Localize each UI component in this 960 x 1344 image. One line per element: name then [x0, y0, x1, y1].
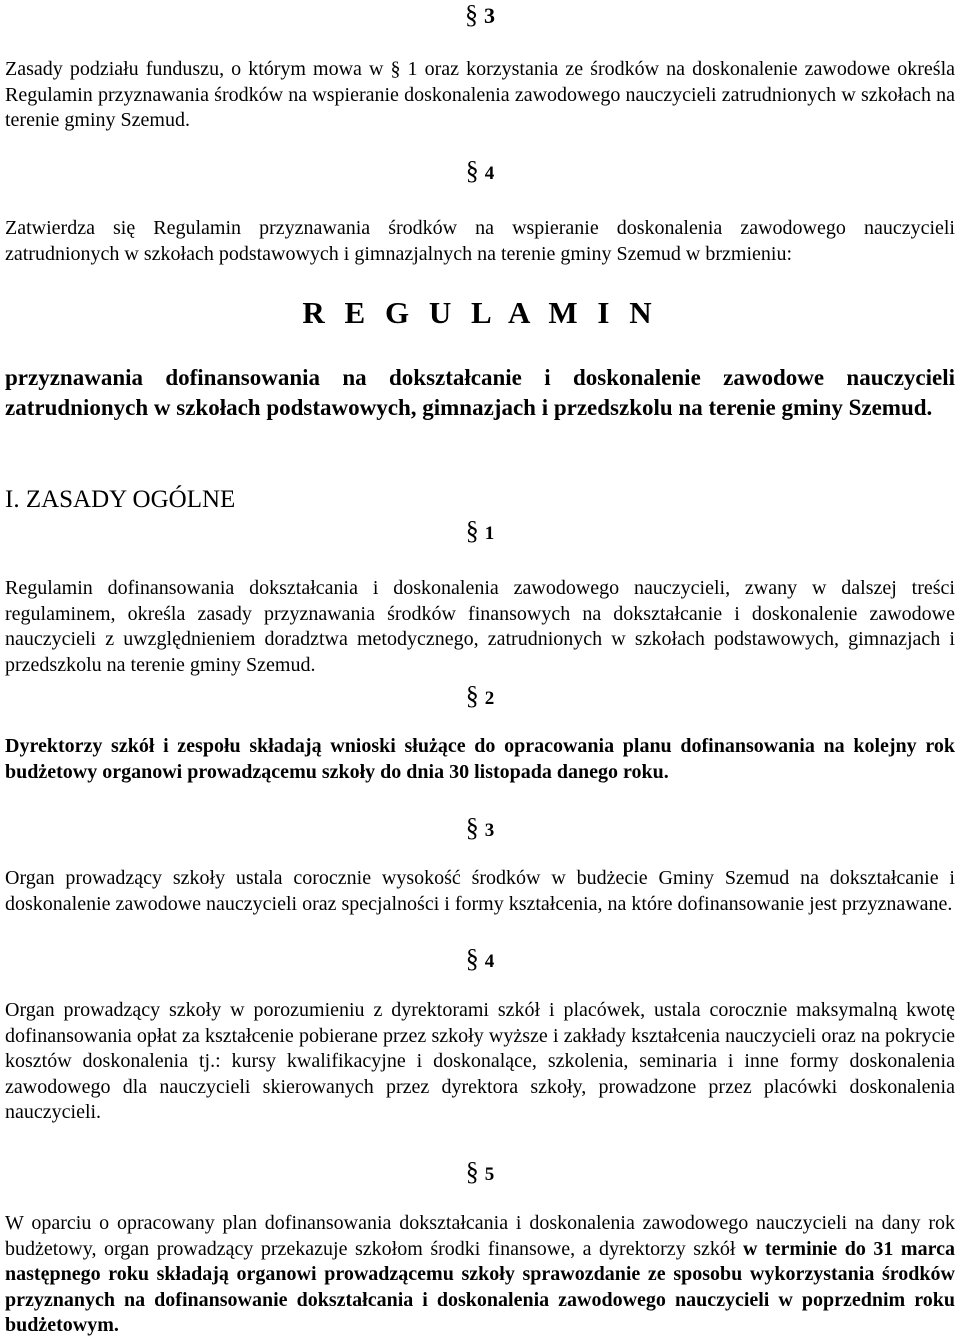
section-sign: § [465, 1157, 479, 1186]
section-number: 3 [484, 820, 495, 841]
section-heading-4b [5, 946, 955, 975]
paragraph-section-2-applications: Dyrektorzy szkół i zespołu składają wnioski służące do opracowania planu dofinansowania na kolejny rok budżetowy organowi prowadzącemu szkoły do dnia 30 listopada danego roku. [5, 735, 955, 783]
paragraph-section-3-funding-rules: Zasady podziału funduszu, o którym mowa w § 1 oraz korzystania ze środków na doskonalenie zawodowe określa Regulamin przyznawania środków na wspieranie doskonalenia zawodowego nauczycieli zatrudnionych w szkołach na terenie gminy Szemud. [5, 58, 955, 131]
section-heading-2 [5, 683, 955, 712]
section-number: 4 [484, 163, 495, 184]
section-number: 4 [484, 951, 495, 972]
paragraph-bold-text: w terminie do 31 marca następnego roku składają organowi prowadzącemu szkoły sprawozdanie ze sposobu wykorzystania środków przyznanych na dofinansowanie dokształcania i doskonalenia zawodowego nauczycieli w poprzednim roku budżetowym. [5, 1237, 955, 1336]
paragraph-section-4-approval: Zatwierdza się Regulamin przyznawania środków na wspieranie doskonalenia zawodowego nauczycieli zatrudnionych w szkołach podstawowych i gimnazjalnych na terenie gminy Szemud w brzmieniu: [5, 217, 955, 265]
chapter-heading: I. ZASADY OGÓLNE [5, 486, 236, 513]
section-sign: § [465, 681, 479, 710]
section-sign: § [465, 516, 479, 545]
paragraph-section-3-annual-budget: Organ prowadzący szkoły ustala corocznie wysokość środków w budżecie Gminy Szemud na dokształcanie i doskonalenie zawodowe nauczycieli oraz specjalności i formy kształcenia, na które dofinansowanie jest przyznawane. [5, 867, 955, 915]
section-number: 1 [484, 523, 495, 544]
paragraph-text: W oparciu o opracowany plan dofinansowania dokształcania i doskonalenia zawodowego nauczycieli na dany rok budżetowy, organ prowadzący przekazuje szkołom środki finansowe, a dyrektorzy szkół [5, 1212, 955, 1260]
section-sign: § [465, 156, 479, 185]
section-sign: § [465, 944, 479, 973]
section-heading-1 [5, 518, 955, 547]
paragraph-section-5-reporting [5, 1211, 955, 1339]
regulamin-title: R E G U L A M I N [302, 295, 658, 330]
regulamin-subtitle: przyznawania dofinansowania na dokształcanie i doskonalenie zawodowe nauczycieli zatrudnionych w szkołach podstawowych, gimnazjach i przedszkolu na terenie gminy Szemud. [5, 365, 955, 420]
section-heading-3 [5, 2, 955, 29]
section-number: 5 [484, 1164, 495, 1185]
section-heading-4 [5, 158, 955, 187]
section-number: 2 [484, 688, 495, 709]
paragraph-section-4-maximum-amount: Organ prowadzący szkoły w porozumieniu z dyrektorami szkół i placówek, ustala corocznie maksymalną kwotę dofinansowania opłat za kształcenie pobierane przez szkoły wyższe i zakłady kształcenia nauczycieli oraz na pokrycie kosztów doskonalenia tj.: kursy kwalifikacyjne i doskonalące, szkolenia, seminaria i inne formy doskonalenia zawodowego dla nauczycieli skierowanych przez dyrektora szkoły, prowadzone przez placówki doskonalenia nauczycieli. [5, 999, 955, 1123]
section-number: 3 [484, 3, 495, 28]
paragraph-section-1-scope: Regulamin dofinansowania dokształcania i doskonalenia zawodowego nauczycieli, zwany w dalszej treści regulaminem, określa zasady przyznawania środków finansowych na dokształcanie i doskonalenie zawodowe nauczycieli z uwzględnieniem doradztwa metodycznego, zatrudnionych w szkołach podstawowych, gimnazjach i przedszkolu na terenie gminy Szemud. [5, 577, 955, 676]
section-sign: § [465, 0, 478, 29]
section-heading-5 [5, 1159, 955, 1188]
section-heading-3b [5, 815, 955, 844]
section-sign: § [465, 813, 479, 842]
